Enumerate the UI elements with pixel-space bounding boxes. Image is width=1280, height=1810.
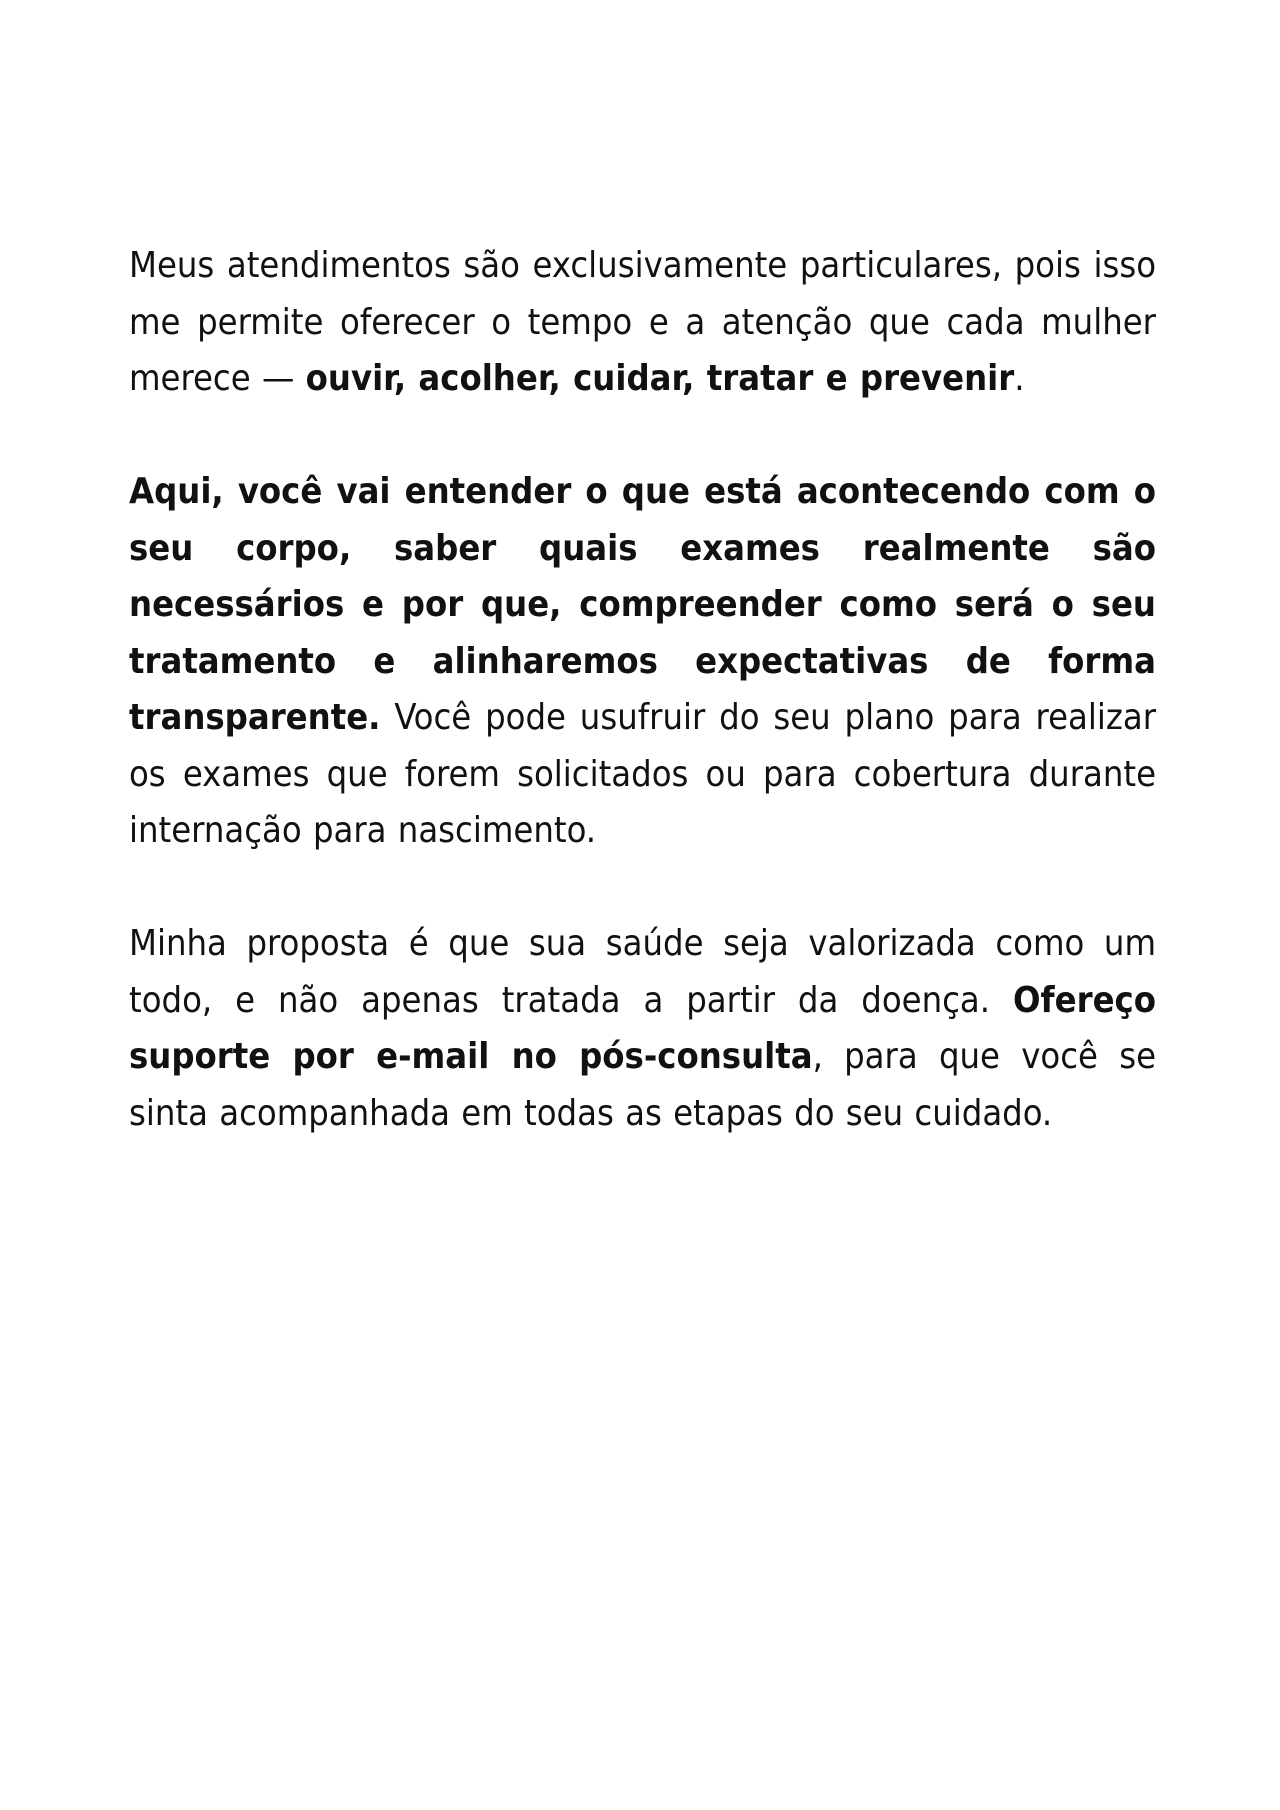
- paragraph-text: Você pode usufruir do seu plano para realizar os exames que forem solicitados ou para cobertura durante internação para nascimento.: [129, 697, 1156, 851]
- paragraph-emphasis: Aqui, você vai entender o que está acontecendo com o seu corpo, saber quais exames realmente são necessários e por que, compreender como será o seu tratamento e alinharemos expectativas de forma transparente.: [129, 471, 1156, 738]
- paragraph-understanding: [129, 464, 1156, 860]
- document-page: [129, 238, 1156, 1199]
- paragraph-text: .: [1014, 358, 1025, 399]
- paragraph-private-care: [129, 238, 1156, 408]
- paragraph-emphasis: ouvir, acolher, cuidar, tratar e prevenir: [305, 358, 1015, 399]
- paragraph-proposal: [129, 916, 1156, 1142]
- paragraph-text: Minha proposta é que sua saúde seja valorizada como um todo, e não apenas tratada a partir da doença.: [129, 923, 1156, 1021]
- paragraph-text: Meus atendimentos são exclusivamente particulares, pois isso me permite oferecer o tempo e a atenção que cada mulher merece —: [129, 245, 1156, 399]
- paragraph-emphasis: Ofereço suporte por e-mail no pós-consulta: [129, 979, 1156, 1077]
- paragraph-text: , para que você se sinta acompanhada em todas as etapas do seu cuidado.: [129, 1036, 1156, 1134]
